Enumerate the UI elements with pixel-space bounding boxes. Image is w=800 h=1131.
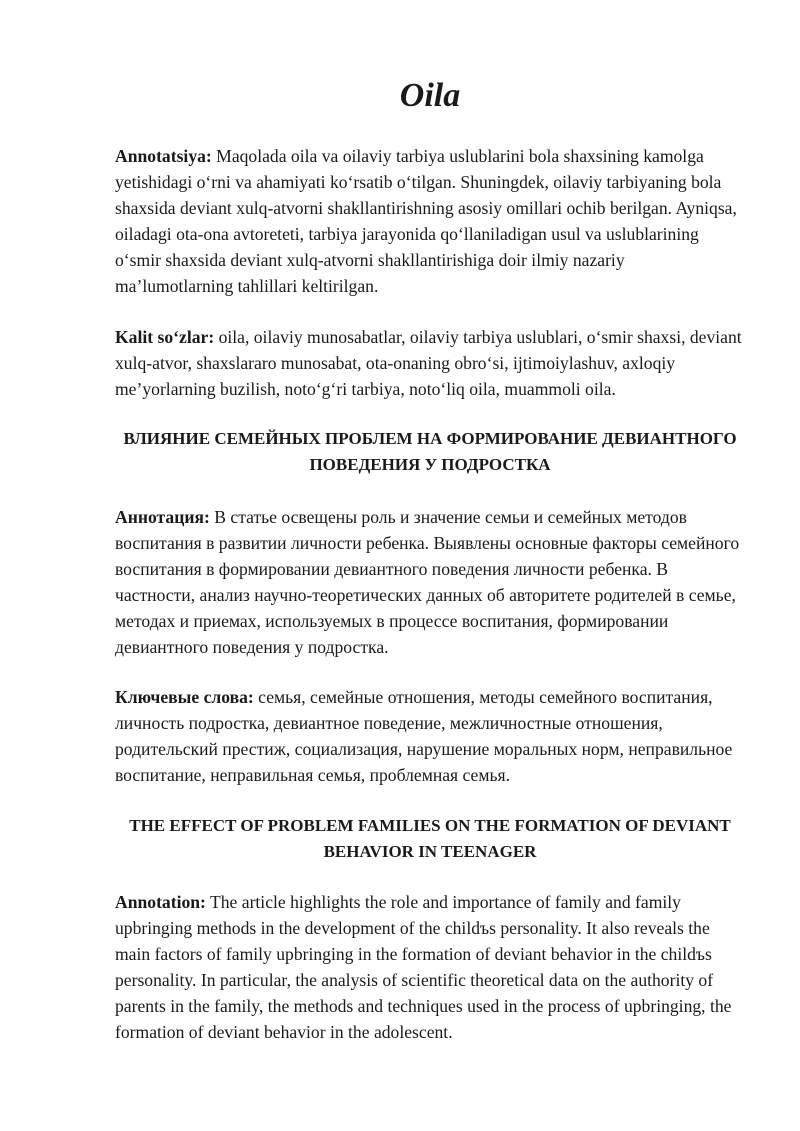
uz-keywords-text: oila, oilaviy munosabatlar, oilaviy tarbiya uslublari, o‘smir shaxsi, deviant xulq-atvor, shaxslararo munosabat, ota-onaning obro‘si, ijtimoiylashuv, axloqiy me’yorlarning buzilish, noto‘g‘ri tarbiya, noto‘liq oila, muammoli oila.	[115, 327, 742, 399]
uz-annotation	[115, 143, 745, 299]
uz-annotation-text: Maqolada oila va oilaviy tarbiya uslublarini bola shaxsining kamolga yetishidagi o‘rni va ahamiyati ko‘rsatib o‘tilgan. Shuningdek, oilaviy tarbiyaning bola shaxsida deviant xulq-atvorni shakllantirishning asosiy omillari ochib berilgan. Ayniqsa, oiladagi ota-ona avtoreteti, tarbiya jarayonida qo‘llaniladigan usul va uslublarining o‘smir shaxsida deviant xulq-atvorni shakllantirishiga doir ilmiy nazariy ma’lumotlarning tahlillari keltirilgan.	[115, 146, 737, 296]
ru-heading: ВЛИЯНИЕ СЕМЕЙНЫХ ПРОБЛЕМ НА ФОРМИРОВАНИЕ ДЕВИАНТНОГО ПОВЕДЕНИЯ У ПОДРОСТКА	[123, 429, 737, 474]
ru-keywords-label: Ключевые слова:	[115, 687, 254, 707]
en-annotation	[115, 889, 745, 1045]
ru-annotation	[115, 504, 745, 660]
en-heading: THE EFFECT OF PROBLEM FAMILIES ON THE FORMATION OF DEVIANT BEHAVIOR IN TEENAGER	[129, 816, 731, 861]
ru-annotation-text: В статье освещены роль и значение семьи и семейных методов воспитания в развитии личности ребенка. Выявлены основные факторы семейного воспитания в формировании девиантного поведения личности ребенка. В частности, анализ научно-теоретических данных об авторитете родителей в семье, методах и приемах, используемых в процессе воспитания, формировании девиантного поведения у подростка.	[115, 507, 740, 657]
en-annotation-label: Annotation:	[115, 892, 206, 912]
ru-keywords-text: семья, семейные отношения, методы семейного воспитания, личность подростка, девиантное поведение, межличностные отношения, родительский престиж, социализация, нарушение моральных норм, неправильное воспитание, неправильная семья, проблемная семья.	[115, 687, 733, 785]
ru-annotation-label: Аннотация:	[115, 507, 210, 527]
page-title: Oila	[399, 77, 461, 114]
en-annotation-text: The article highlights the role and importance of family and family upbringing methods in the development of the childъs personality. It also reveals the main factors of family upbringing in the formation of deviant behavior in the childъs personality. In particular, the analysis of scientific theoretical data on the authority of parents in the family, the methods and techniques used in the process of upbringing, the formation of deviant behavior in the adolescent.	[115, 892, 732, 1042]
uz-keywords	[115, 324, 745, 402]
ru-keywords	[115, 684, 745, 788]
uz-annotation-label: Annotatsiya:	[115, 146, 212, 166]
uz-keywords-label: Kalit so‘zlar:	[115, 327, 215, 347]
